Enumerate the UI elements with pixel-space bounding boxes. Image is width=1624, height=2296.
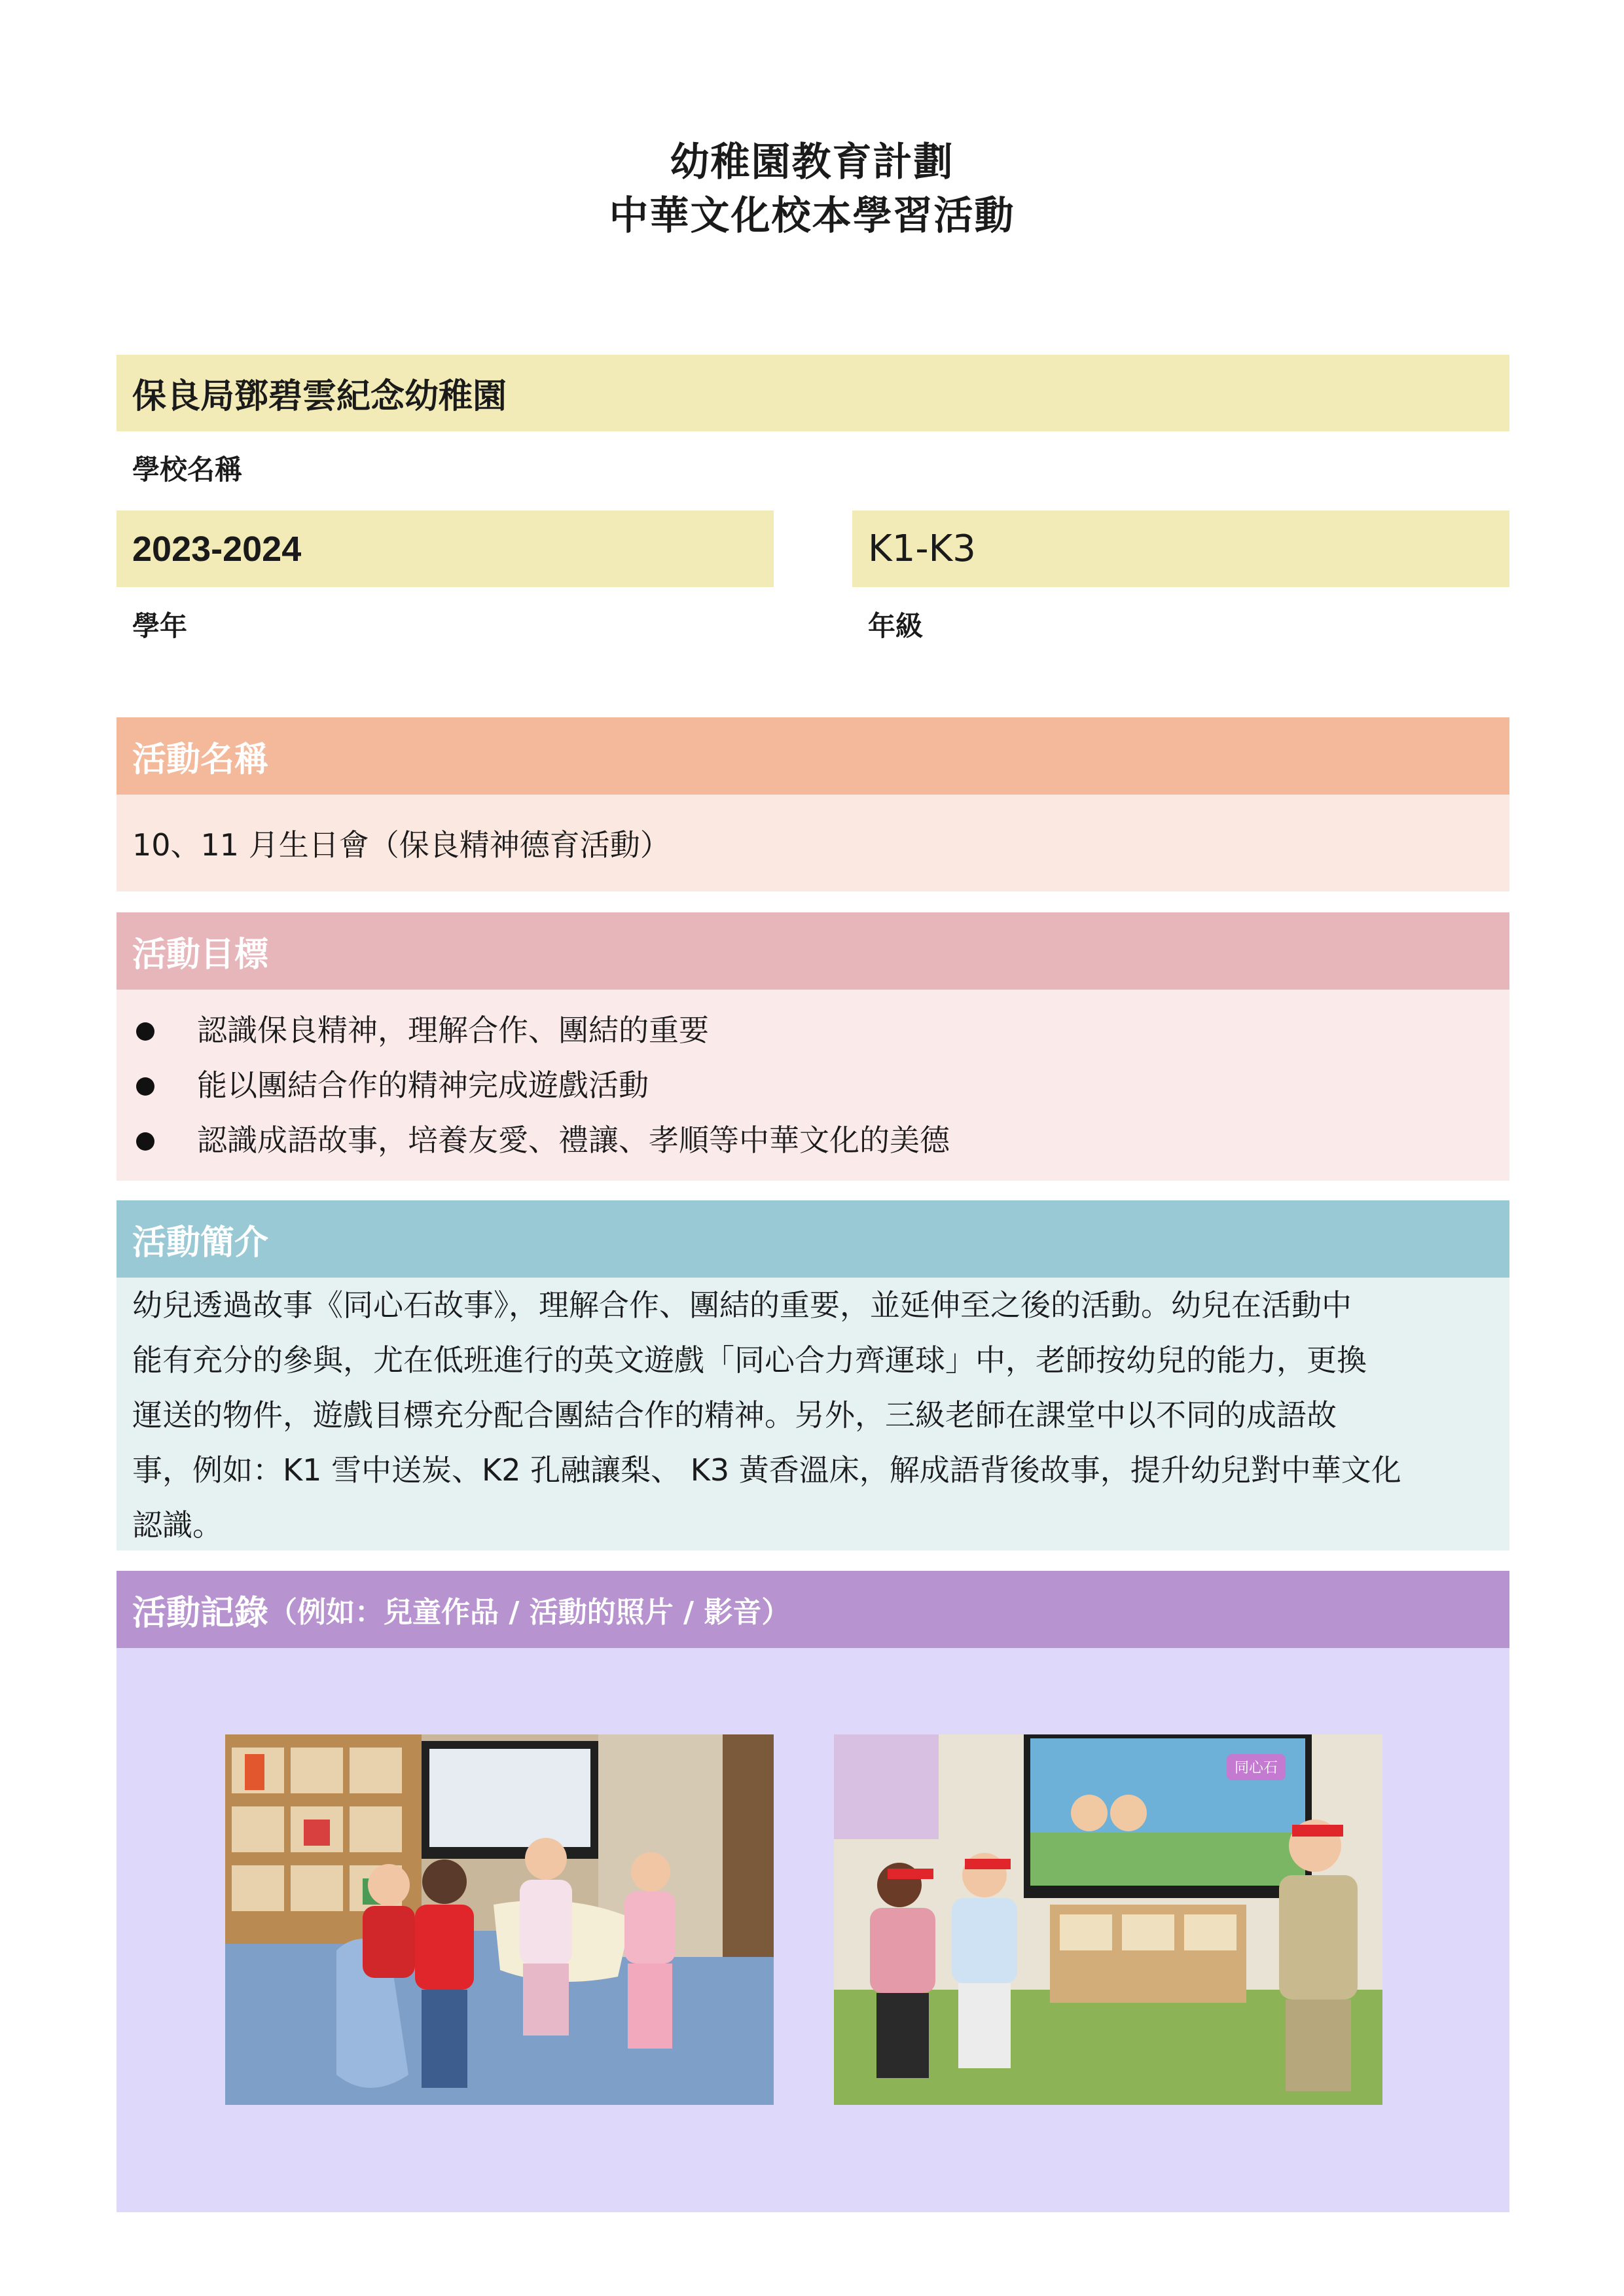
school-year-field: [117, 511, 774, 587]
objectives-list: [117, 1003, 1509, 1168]
introduction-body: [117, 1278, 1509, 1551]
introduction-line: 幼兒透過故事《同心石故事》，理解合作、團結的重要，並延伸至之後的活動。幼兒在活動中: [132, 1287, 1352, 1323]
activity-name-value: 10、11 月生日會（保良精神德育活動）: [132, 827, 670, 863]
bullet-icon: [136, 1022, 154, 1041]
grade-value: K1-K3: [868, 528, 976, 570]
introduction-line: 能有充分的參與，尤在低班進行的英文遊戲「同心合力齊運球」中，老師按幼兒的能力，更換: [132, 1342, 1367, 1378]
activity-name-body: [117, 795, 1509, 891]
classroom-photo-children-carrying-cloth: [225, 1734, 774, 2105]
objective-item: 能以團結合作的精神完成遊戲活動: [117, 1058, 1509, 1113]
school-name-label: 學校名稱: [132, 454, 243, 486]
introduction-heading-text: 活動簡介: [132, 1223, 269, 1263]
tv-screen-text: 同心石: [1234, 1760, 1278, 1776]
records-heading-text: 活動記錄: [132, 1593, 269, 1633]
records-heading-note: （例如：兒童作品 / 活動的照片 / 影音）: [268, 1596, 791, 1629]
records-heading: [117, 1571, 1509, 1648]
objectives-heading-text: 活動目標: [132, 935, 269, 975]
school-name-value: 保良局鄧碧雲紀念幼稚園: [132, 377, 507, 416]
activity-name-heading-text: 活動名稱: [132, 740, 269, 780]
activity-photo-2: [834, 1734, 1382, 2105]
activity-photo-1: [225, 1734, 774, 2105]
grade-label: 年級: [868, 610, 924, 642]
school-name-field: [117, 355, 1509, 431]
page-title-line1: 幼稚園教育計劃: [670, 139, 954, 185]
page-title-line2: 中華文化校本學習活動: [609, 193, 1015, 239]
activity-name-heading: [117, 717, 1509, 795]
introduction-line: 事，例如：K1 雪中送炭、K2 孔融讓梨、 K3 黃香溫床，解成語背後故事，提升幼兒對中華文化: [132, 1452, 1401, 1488]
objectives-heading: [117, 912, 1509, 990]
objective-item: 認識保良精神，理解合作、團結的重要: [117, 1003, 1509, 1058]
introduction-line: 認識。: [132, 1507, 223, 1543]
objective-item: 認識成語故事，培養友愛、禮讓、孝順等中華文化的美德: [117, 1113, 1509, 1168]
bullet-icon: [136, 1077, 154, 1096]
objectives-body: [117, 990, 1509, 1181]
classroom-photo-children-with-headbands: [834, 1734, 1382, 2105]
grade-field: [852, 511, 1509, 587]
introduction-line: 運送的物件，遊戲目標充分配合團結合作的精神。另外，三級老師在課堂中以不同的成語故: [132, 1397, 1337, 1433]
school-year-label: 學年: [132, 610, 188, 642]
introduction-heading: [117, 1200, 1509, 1278]
bullet-icon: [136, 1132, 154, 1151]
school-year-value: 2023-2024: [132, 529, 302, 569]
